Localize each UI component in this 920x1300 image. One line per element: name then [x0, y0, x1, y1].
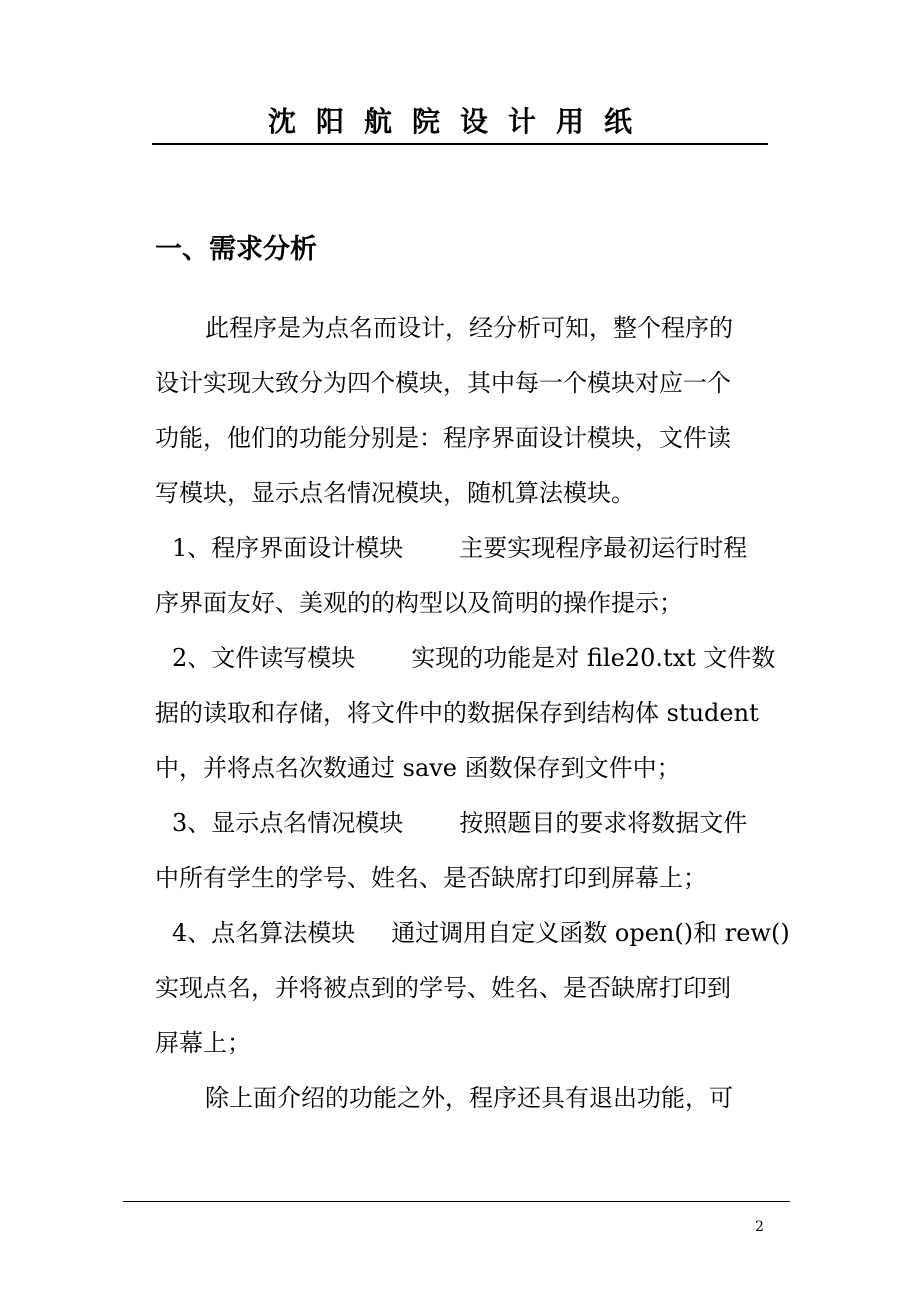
paragraph-line: 据的读取和存储，将文件中的数据保存到结构体 student [155, 699, 759, 727]
module-item-1-desc: 主要实现程序最初运行时程 [459, 534, 748, 562]
paragraph-line: 功能，他们的功能分别是：程序界面设计模块，文件读 [155, 424, 731, 452]
paragraph-line: 序界面友好、美观的的构型以及简明的操作提示； [155, 589, 683, 617]
module-item-1 [172, 528, 747, 568]
paragraph-line: 实现点名，并将被点到的学号、姓名、是否缺席打印到 [155, 974, 731, 1002]
page-header-title: 沈阳航院设计用纸 [267, 105, 652, 138]
paragraph-line: 中，并将点名次数通过 save 函数保存到文件中； [155, 754, 681, 782]
module-item-2-desc: 实现的功能是对 file20.txt 文件数 [411, 644, 776, 672]
page-number: 2 [755, 1219, 764, 1235]
module-item-2-title: 2、文件读写模块 [172, 644, 356, 672]
paragraph-line: 此程序是为点名而设计，经分析可知，整个程序的 [205, 314, 733, 342]
module-item-3-title: 3、显示点名情况模块 [172, 809, 404, 837]
module-item-4 [172, 913, 790, 953]
module-item-3 [172, 803, 747, 843]
paragraph-line: 中所有学生的学号、姓名、是否缺席打印到屏幕上； [155, 864, 707, 892]
module-item-1-title: 1、程序界面设计模块 [172, 534, 404, 562]
paragraph-line: 写模块，显示点名情况模块，随机算法模块。 [155, 479, 635, 507]
module-item-4-title: 4、点名算法模块 [172, 919, 356, 947]
header-divider [152, 143, 768, 145]
module-item-2 [172, 638, 775, 678]
module-item-3-desc: 按照题目的要求将数据文件 [459, 809, 748, 837]
paragraph-line: 设计实现大致分为四个模块，其中每一个模块对应一个 [155, 369, 731, 397]
section-heading: 一、需求分析 [155, 234, 317, 265]
paragraph-line: 除上面介绍的功能之外，程序还具有退出功能，可 [205, 1084, 733, 1112]
paragraph-line: 屏幕上； [155, 1029, 251, 1057]
module-item-4-desc: 通过调用自定义函数 open()和 rew() [391, 919, 790, 947]
footer-divider [123, 1201, 790, 1202]
